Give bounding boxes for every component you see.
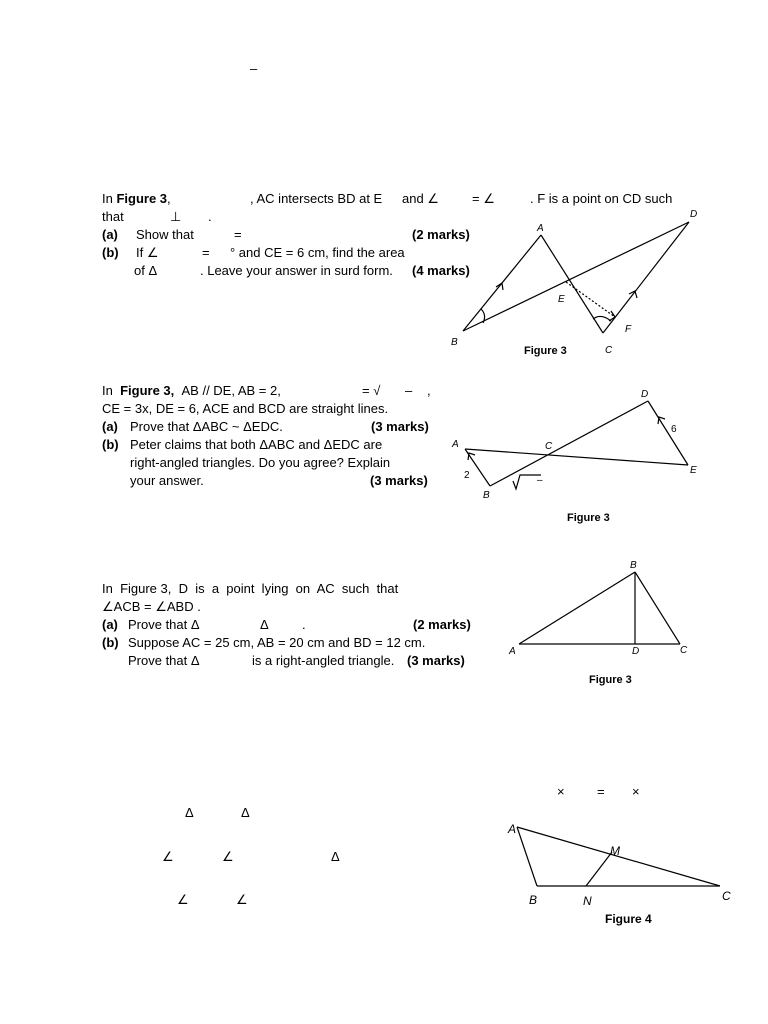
q4-label-B: B [529,893,538,907]
q1-b-text1: If ∠ [136,245,159,260]
q3-a-dot: . [302,617,306,632]
q4-figure-caption: Figure 4 [605,912,652,926]
q1-that: that [102,209,124,224]
q4-triangle-3: Δ [331,849,340,864]
q1-and-angle: and ∠ [402,191,439,206]
q4-times-1: × [557,784,565,799]
q3-label-B: B [630,560,637,571]
q2-given: AB // DE, AB = 2, [181,383,281,398]
q2-seg-BD [490,401,648,486]
q1-angle-C [593,316,611,321]
q3-a-mid: Δ [260,617,269,632]
q4-label-C: C [722,889,731,903]
q1-intro: In [102,191,117,206]
q1-seg-BD [463,222,689,331]
q4-label-N: N [583,894,592,908]
q2-label-2: 2 [464,470,470,481]
q3-b-text2: Prove that Δ [128,653,200,668]
q1-b-text2: ° and CE = 6 cm, find the area [230,245,405,260]
question-3 [102,580,476,672]
q4-angle-4: ∠ [236,892,248,907]
q3-seg-BC [635,572,680,644]
q1-perp: ⊥ [170,209,182,224]
q3-b-marks: (3 marks) [407,653,465,668]
q3-figure [505,557,700,692]
q1-label-D: D [690,209,698,220]
q3-label-D: D [632,646,640,657]
q4-angle-2: ∠ [222,849,234,864]
q2-b-text3: your answer. [130,473,204,488]
question-1 [102,190,673,285]
q1-a-tag: (a) [102,227,118,242]
q4-seg-AB [517,827,537,886]
q2-sqrt: = √ [362,383,381,398]
q1-b-marks: (4 marks) [412,263,470,278]
q1-b-text3: of Δ [134,263,158,278]
q4-triangle-2: Δ [241,805,250,820]
q1-a-marks: (2 marks) [412,227,470,242]
question-2 [102,382,434,492]
q2-seg-DE [648,401,688,465]
q2-a-tag: (a) [102,419,118,434]
q3-line1: In Figure 3, D is a point lying on AC such that [102,581,399,596]
q4-label-A: A [508,822,517,836]
q1-f-point: . F is a point on CD such [530,191,673,206]
q1-dot: . [208,209,212,224]
q2-comma: , [427,383,431,398]
q1-seg-DC [603,222,689,333]
q2-b-text2: right-angled triangles. Do you agree? Explain [130,455,391,470]
q1-label-F: F [625,324,632,335]
q2-label-A: A [452,439,459,450]
q1-figure-caption: Figure 3 [524,345,567,357]
q3-b-text3: is a right-angled triangle. [252,653,395,668]
q3-seg-AB [519,572,635,644]
q2-label-minus: – [537,475,543,486]
q2-a-marks: (3 marks) [371,419,429,434]
q4-triangle-1: Δ [185,805,194,820]
q1-seg-EF [566,282,615,317]
q3-b-tag: (b) [102,635,119,650]
q2-label-B: B [483,490,490,501]
q4-seg-NM [586,852,612,886]
q1-figure-ref: Figure 3 [116,191,168,206]
q2-b-marks: (3 marks) [370,473,428,488]
q1-b-tag: (b) [102,245,119,260]
q1-b-eq: = [202,245,210,260]
q2-intro: In [102,383,113,398]
q2-a-text: Prove that ΔABC ~ ΔEDC. [130,419,283,434]
q1-eq-angle: = ∠ [472,191,495,206]
q3-line2: ∠ACB = ∠ABD . [102,599,201,614]
q2-line2: CE = 3x, DE = 6, ACE and BCD are straight lines. [102,401,389,416]
q1-label-C: C [605,345,613,356]
q1-label-E: E [558,294,565,305]
q2-label-D: D [641,389,649,400]
q3-figure-caption: Figure 3 [589,674,632,686]
q4-angle-3: ∠ [177,892,189,907]
q3-b-text1: Suppose AC = 25 cm, AB = 20 cm and BD = 12 cm. [128,635,426,650]
q3-a-tag: (a) [102,617,118,632]
q2-minus: – [405,383,413,398]
q3-a-marks: (2 marks) [413,617,471,632]
stray-mark: – [250,61,258,76]
q2-figure-caption: Figure 3 [567,512,610,524]
q4-times-2: × [632,784,640,799]
q4-figure [505,815,740,930]
q1-label-B: B [451,337,458,348]
q2-label-C: C [545,441,553,452]
q1-comma: , [167,191,171,206]
q4-label-M: M [610,844,620,858]
q1-a-text: Show that [136,227,194,242]
q1-label-A: A [537,223,544,234]
q1-figure [445,205,705,360]
q2-label-6: 6 [671,424,677,435]
q2-b-text1: Peter claims that both ΔABC and ΔEDC are [130,437,383,452]
q3-a-text: Prove that Δ [128,617,200,632]
q1-b-text4: . Leave your answer in surd form. [200,263,393,278]
q1-intersect-text: , AC intersects BD at E [250,191,383,206]
q4-angle-1: ∠ [162,849,174,864]
q3-label-A: A [509,646,516,657]
q1-a-eq: = [234,227,242,242]
q4-equals: = [597,784,605,799]
q2-b-tag: (b) [102,437,119,452]
q3-label-C: C [680,645,688,656]
q2-figure-ref: Figure 3, [120,383,175,398]
q2-figure [445,385,705,530]
q2-seg-AE [465,449,688,465]
q2-label-E: E [690,465,697,476]
